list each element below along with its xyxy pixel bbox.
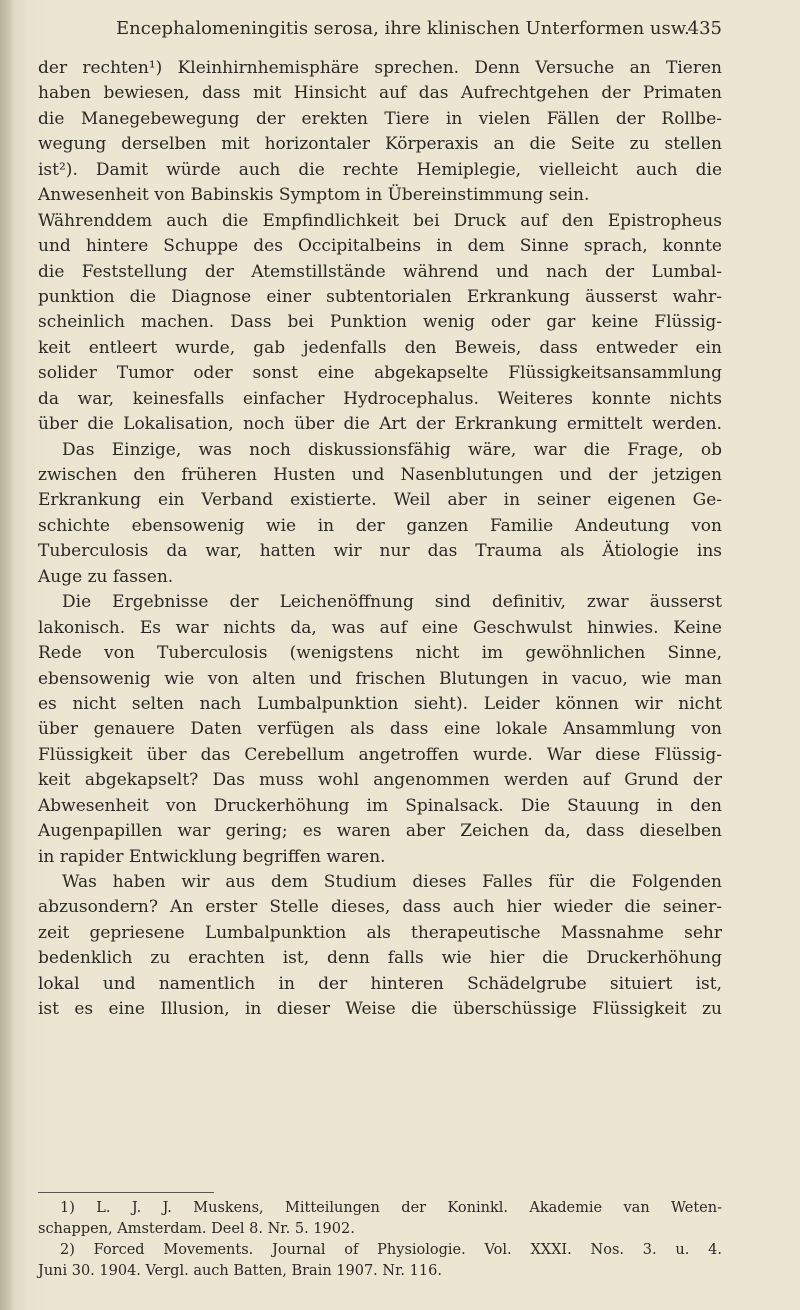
text-line: Das Einzige, was noch diskussionsfähig wäre, war die Frage, ob [62, 439, 722, 460]
text-line: es nicht selten nach Lumbalpunktion sieht). Leider können wir nicht [38, 693, 722, 714]
text-line: Tuberculosis da war, hatten wir nur das Trauma als Ätiologie ins [38, 541, 722, 562]
text-line: da war, keinesfalls einfacher Hydrocephalus. Weiteres konnte nichts [38, 388, 722, 409]
text-line: scheinlich machen. Dass bei Punktion wenig oder gar keine Flüssig- [38, 312, 722, 333]
footnote-line: Juni 30. 1904. Vergl. auch Batten, Brain 1907. Nr. 116. [38, 1263, 442, 1279]
page-binding-edge [0, 0, 14, 1310]
text-line: in rapider Entwicklung begriffen waren. [38, 846, 386, 867]
text-line: keit entleert wurde, gab jedenfalls den Beweis, dass entweder ein [38, 337, 722, 358]
text-line: zwischen den früheren Husten und Nasenblutungen und der jetzigen [38, 465, 722, 485]
text-line: Augenpapillen war gering; es waren aber Zeichen da, dass dieselben [38, 821, 722, 842]
body-text [38, 56, 722, 1023]
text-line: Abwesenheit von Druckerhöhung im Spinalsack. Die Stauung in den [38, 795, 722, 816]
text-line: Rede von Tuberculosis (wenigstens nicht im gewöhnlichen Sinne, [38, 643, 722, 664]
text-line: Flüssigkeit über das Cerebellum angetroffen wurde. War diese Flüssig- [38, 744, 722, 765]
text-line: ist es eine Illusion, in dieser Weise die überschüssige Flüssigkeit zu [38, 999, 722, 1020]
text-line: punktion die Diagnose einer subtentorialen Erkrankung äusserst wahr- [38, 286, 722, 307]
text-line: und hintere Schuppe des Occipitalbeins in dem Sinne sprach, konnte [38, 236, 722, 257]
text-line: solider Tumor oder sonst eine abgekapselte Flüssigkeitsansammlung [38, 363, 722, 384]
running-title: Encephalomeningitis serosa, ihre klinischen Unterformen usw. [116, 18, 690, 39]
text-line: zeit gepriesene Lumbalpunktion als therapeutische Massnahme sehr [38, 922, 722, 943]
footnotes [38, 1198, 722, 1282]
text-line: ebensowenig wie von alten und frischen Blutungen in vacuo, wie man [38, 668, 722, 689]
text-line: haben bewiesen, dass mit Hinsicht auf das Aufrechtgehen der Primaten [38, 83, 722, 104]
text-line: wegung derselben mit horizontaler Körperaxis an die Seite zu stellen [38, 134, 722, 155]
text-line: über die Lokalisation, noch über die Art der Erkrankung ermittelt werden. [38, 414, 722, 435]
footnote-line: 1) L. J. J. Muskens, Mitteilungen der Koninkl. Akademie van Weten- [60, 1200, 722, 1216]
text-line: Was haben wir aus dem Studium dieses Falles für die Folgenden [62, 872, 722, 892]
text-line: die Feststellung der Atemstillstände während und nach der Lumbal- [38, 261, 722, 282]
text-line: der rechten¹) Kleinhirnhemisphäre sprechen. Denn Versuche an Tieren [38, 58, 722, 78]
text-line: die Manegebewegung der erekten Tiere in vielen Fällen der Rollbe- [38, 108, 722, 129]
text-line: ist²). Damit würde auch die rechte Hemiplegie, vielleicht auch die [38, 159, 722, 180]
footnote-divider [38, 1192, 214, 1193]
footnote-line: schappen, Amsterdam. Deel 8. Nr. 5. 1902. [38, 1221, 355, 1237]
text-line: Anwesenheit von Babinskis Symptom in Übereinstimmung sein. [38, 185, 590, 206]
text-line: bedenklich zu erachten ist, denn falls wie hier die Druckerhöhung [38, 948, 722, 969]
text-line: abzusondern? An erster Stelle dieses, dass auch hier wieder die seiner- [38, 897, 722, 918]
text-line: Erkrankung ein Verband existierte. Weil aber in seiner eigenen Ge- [38, 490, 722, 511]
footnote-line: 2) Forced Movements. Journal of Physiologie. Vol. XXXI. Nos. 3. u. 4. [60, 1242, 722, 1258]
text-line: schichte ebensowenig wie in der ganzen Familie Andeutung von [38, 515, 722, 536]
text-line: über genauere Daten verfügen als dass eine lokale Ansammlung von [38, 719, 722, 740]
text-line: lakonisch. Es war nichts da, was auf eine Geschwulst hinwies. Keine [38, 617, 722, 638]
page-number: 435 [687, 18, 722, 39]
text-line: Währenddem auch die Empfindlichkeit bei Druck auf den Epistropheus [38, 210, 722, 231]
text-line: Auge zu fassen. [38, 566, 174, 587]
text-line: lokal und namentlich in der hinteren Schädelgrube situiert ist, [38, 973, 722, 994]
text-line: keit abgekapselt? Das muss wohl angenommen werden auf Grund der [38, 770, 722, 791]
text-line: Die Ergebnisse der Leichenöffnung sind definitiv, zwar äusserst [62, 592, 722, 613]
